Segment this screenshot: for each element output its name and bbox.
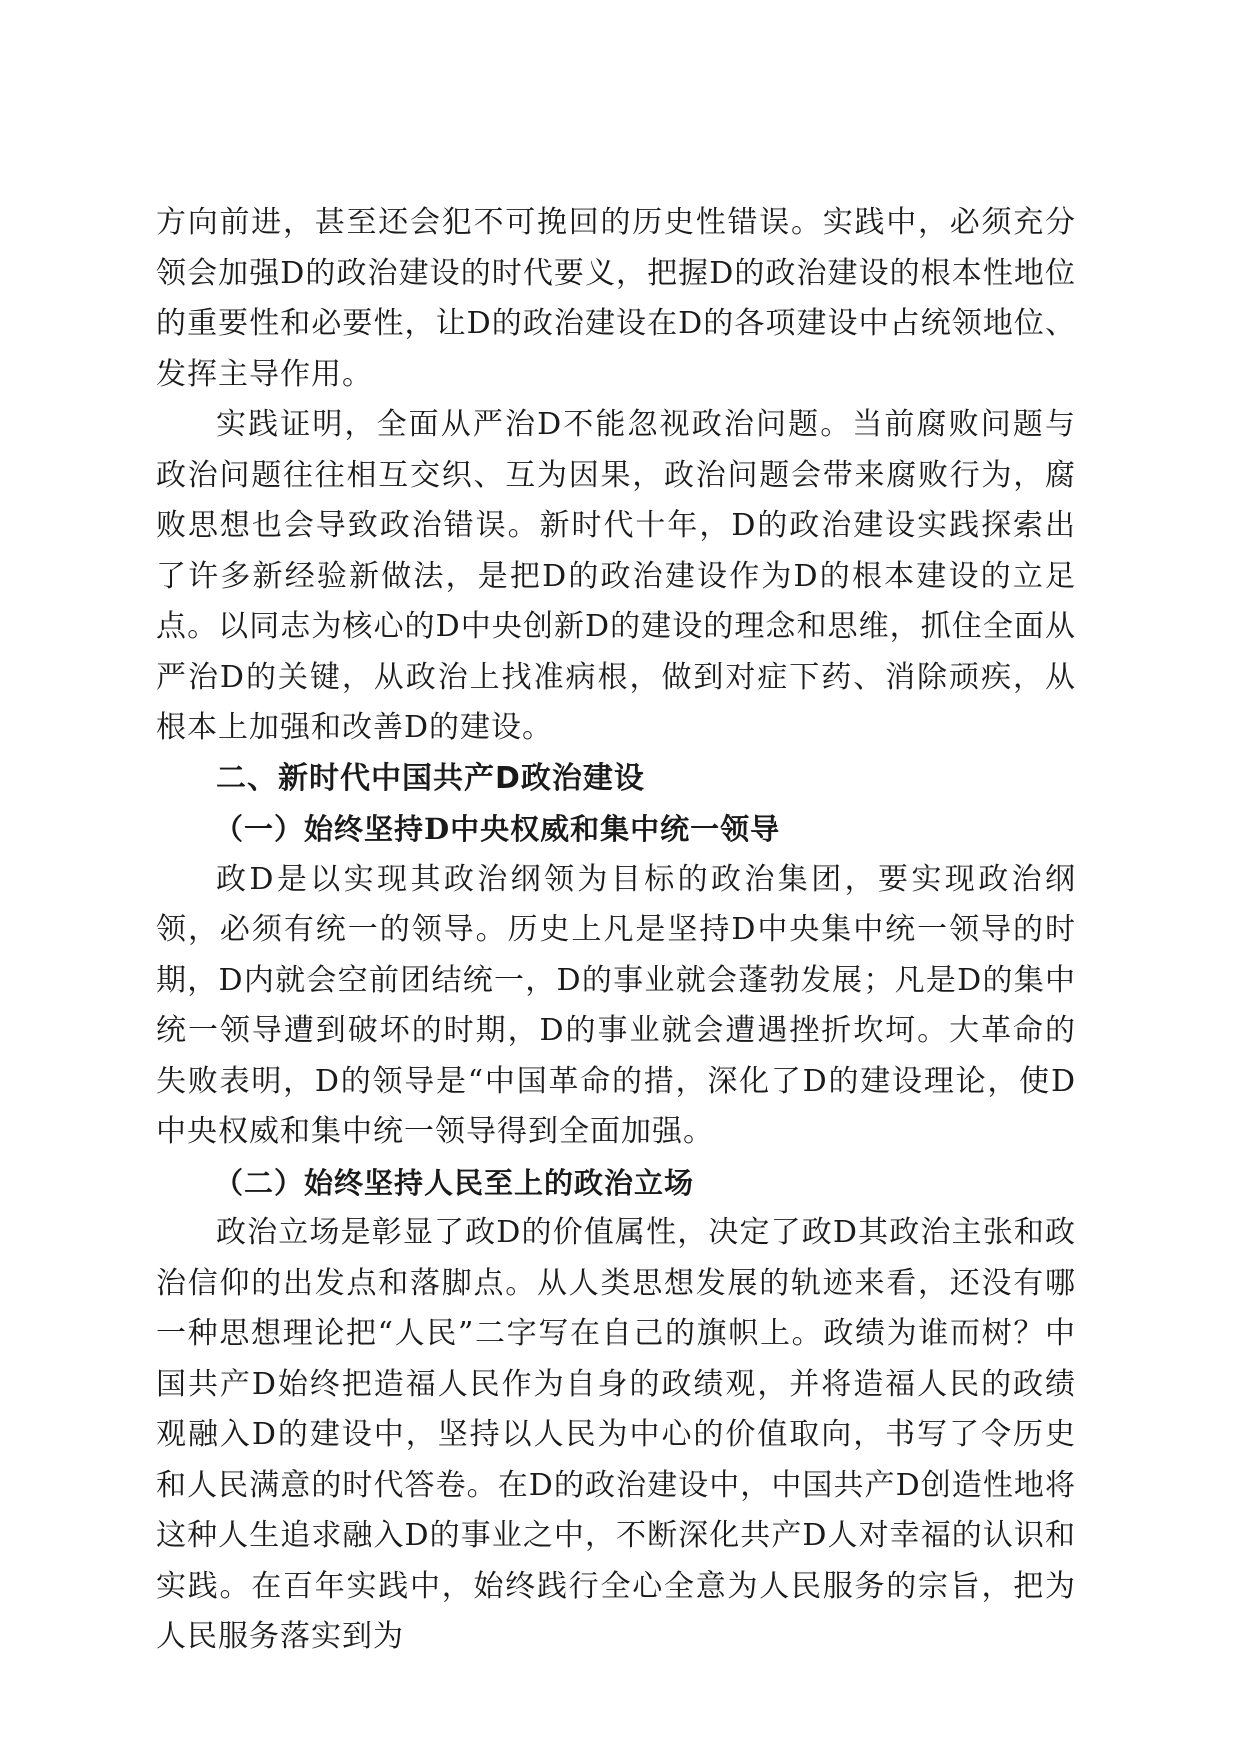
paragraph-continued: 方向前进，甚至还会犯不可挽回的历史性错误。实践中，必须充分领会加强D的政治建设的时代要义，把握D的政治建设的根本性地位的重要性和必要性，让D的政治建设在D的各项建设中占统领地位、发挥主导作用。 <box>156 205 1076 392</box>
subsection-heading-2: （二）始终坚持人民至上的政治立场 <box>214 1165 695 1200</box>
paragraph-unified-leadership: 政D是以实现其政治纲领为目标的政治集团，要实现政治纲领，必须有统一的领导。历史上凡是坚持D中央集中统一领导的时期，D内就会空前团结统一，D的事业就会蓬勃发展；凡是D的集中统一领导遭到破坏的时期，D的事业就会遭遇挫折坎坷。大革命的失败表明，D的领导是“中国革命的措，深化了D的建设理论，使D中央权威和集中统一领导得到全面加强。 <box>156 861 1076 1149</box>
paragraph-people-first: 政治立场是彰显了政D的价值属性，决定了政D其政治主张和政治信仰的出发点和落脚点。从人类思想发展的轨迹来看，还没有哪一种思想理论把“人民”二字写在自己的旗帜上。政绩为谁而树？中国共产D始终把造福人民作为自身的政绩观，并将造福人民的政绩观融入D的建设中，坚持以人民为中心的价值取向，书写了令历史和人民满意的时代答卷。在D的政治建设中，中国共产D创造性地将这种人生追求融入D的事业之中，不断深化共产D人对幸福的认识和实践。在百年实践中，始终践行全心全意为人民服务的宗旨，把为人民服务落实到为 <box>156 1215 1076 1654</box>
document-body <box>156 198 1076 1663</box>
subsection-heading-1: （一）始终坚持D中央权威和集中统一领导 <box>214 812 781 846</box>
paragraph-practice-proof: 实践证明，全面从严治D不能忽视政治问题。当前腐败问题与政治问题往往相互交织、互为因果，政治问题会带来腐败行为，腐败思想也会导致政治错误。新时代十年，D的政治建设实践探索出了许多新经验新做法，是把D的政治建设作为D的根本建设的立足点。以同志为核心的D中央创新D的建设的理念和思维，抓住全面从严治D的关键，从政治上找准病根，做到对症下药、消除顽疾，从根本上加强和改善D的建设。 <box>156 407 1076 745</box>
section-heading-2: 二、新时代中国共产D政治建设 <box>216 760 645 796</box>
